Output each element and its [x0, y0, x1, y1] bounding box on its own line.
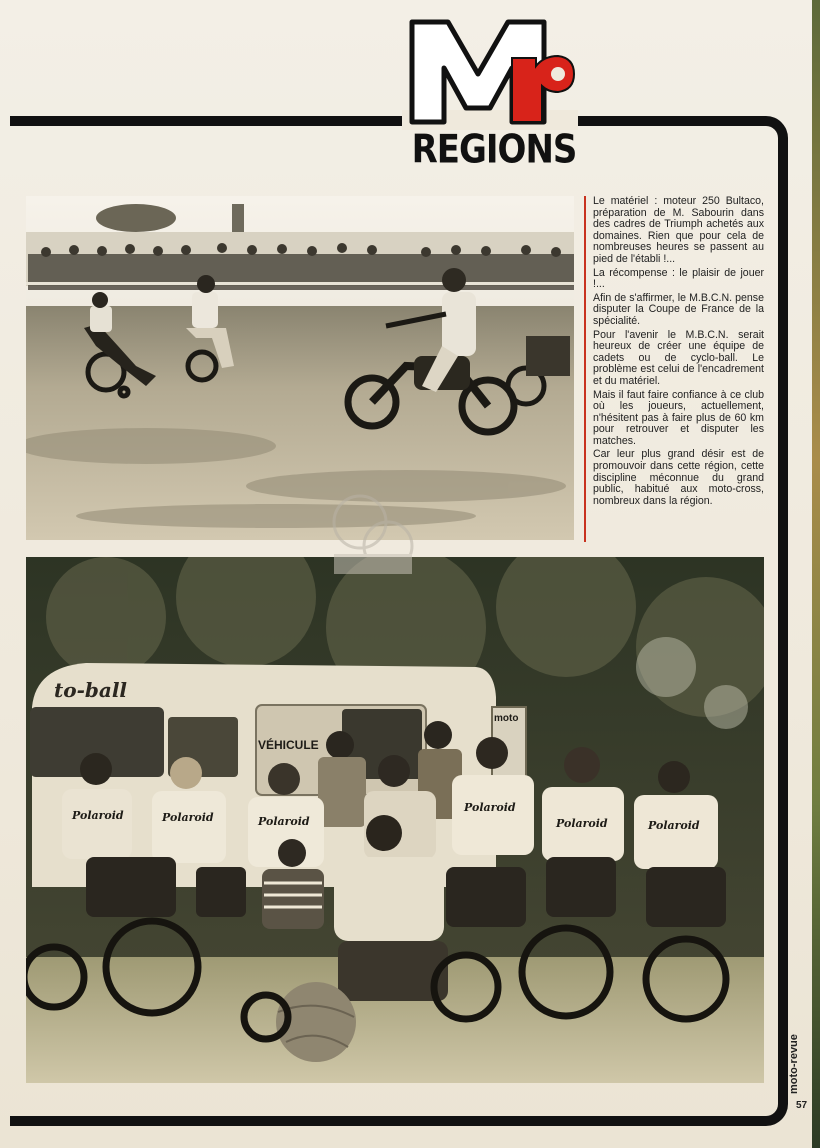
article-paragraph: Mais il faut faire confiance à ce club où les joueurs, actuellement, n'hésitent pas à faire plus de 60 km pour retrouver et disputer les matches. [593, 388, 764, 447]
team-photo [26, 557, 764, 1083]
section-title: REGIONS [411, 127, 577, 173]
magazine-name: moto-revue [788, 1034, 800, 1094]
article-paragraph: Car leur plus grand désir est de promouvoir dans cette région, cette discipline méconnue du grand public, habitué aux moto-cross, nombreux dans la région. [593, 448, 764, 507]
motoball-action-photo-icon [26, 196, 574, 540]
jersey-text: Polaroid [72, 809, 124, 822]
section-logo [408, 18, 580, 178]
article-paragraph: Le matériel : moteur 250 Bultaco, préparation de M. Sabourin dans des cadres de Triumph achetés aux domaines. Rien que pour cela de nombreuses heures se passent au pied de l'établi !... [593, 195, 764, 265]
jersey-text: Polaroid [464, 801, 516, 814]
motoball-team-photo-icon [26, 557, 764, 1083]
jersey-text: Polaroid [648, 819, 700, 832]
van-rear-text: moto [494, 713, 519, 724]
article-paragraph: Afin de s'affirmer, le M.B.C.N. pense disputer la Coupe de France de la spécialité. [593, 291, 764, 327]
jersey-text: Polaroid [258, 815, 310, 828]
action-photo [26, 196, 574, 540]
van-side-text: VÉHICULE [258, 738, 319, 752]
article-column [584, 196, 764, 542]
adjacent-page-edge [812, 0, 820, 1148]
jersey-text: Polaroid [556, 817, 608, 830]
article-paragraph: Pour l'avenir le M.B.C.N. serait heureux de créer une équipe de cadets ou de cyclo-ball. Le problème est celui de l'encadrement et du matériel. [593, 328, 764, 387]
mr-logo-icon [408, 18, 580, 130]
watermark-seal-icon [330, 492, 416, 576]
article-paragraph: La récompense : le plaisir de jouer !... [593, 266, 764, 291]
van-text: to-ball [54, 678, 128, 702]
jersey-text: Polaroid [162, 811, 214, 824]
page-number: 57 [796, 1100, 808, 1111]
